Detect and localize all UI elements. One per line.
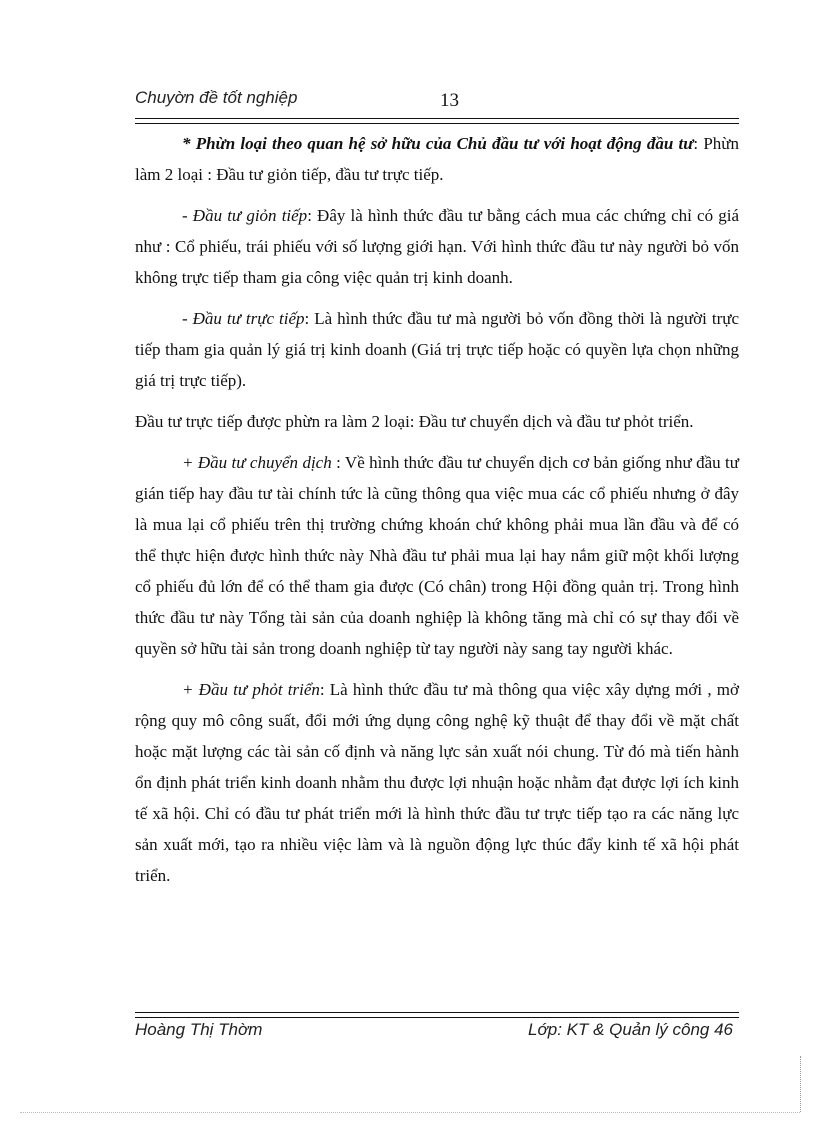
paragraph-indirect-investment	[135, 200, 739, 293]
paragraph-text: Đầu tư trực tiếp được phừn ra làm 2 loại: Đầu tư chuyển dịch và đầu tư phỏt triển.	[135, 412, 694, 431]
term-label: - Đầu tư giỏn tiếp	[182, 206, 308, 225]
page-bottom-mark	[20, 1112, 800, 1113]
paragraph-direct-types	[135, 406, 739, 437]
paragraph-text: : Phừn làm 2 loại : Đầu tư giỏn tiếp, đầu tư trực tiếp.	[135, 134, 739, 184]
paragraph-development-investment	[135, 674, 739, 891]
page-corner-mark	[800, 1056, 801, 1112]
document-body	[135, 128, 739, 901]
footer-author: Hoàng Thị Thờm	[135, 1020, 263, 1039]
header-title: Chuyờn đề tốt nghiệp	[135, 88, 298, 107]
paragraph-classification	[135, 128, 739, 190]
footer-class: Lớp: KT & Quản lý công 46	[528, 1020, 733, 1039]
paragraph-text: : Là hình thức đầu tư mà người bỏ vốn đồng thời là người trực tiếp tham gia quản lý giá trị kinh doanh (Giá trị trực tiếp hoặc có quyền lựa chọn những giá trị trực tiếp).	[135, 309, 739, 390]
term-label: + Đầu tư phỏt triển	[182, 680, 320, 699]
paragraph-text: : Về hình thức đầu tư chuyển dịch cơ bản giống như đầu tư gián tiếp hay đầu tư tài chính tức là cũng thông qua việc mua các cổ phiếu nhưng ở đây là mua lại cổ phiếu trên thị trường chứng khoán chứ không phải mua lần đầu và để có thể thực hiện được hình thức này Nhà đầu tư phải mua lại hay nắm giữ một khối lượng cổ phiếu đủ lớn để có thể tham gia được (Có chân) trong Hội đồng quản trị. Trong hình thức đầu tư này Tổng tài sản của doanh nghiệp là không tăng mà chỉ có sự thay đổi về quyền sở hữu tài sản trong doanh nghiệp từ tay người này sang tay người khác.	[135, 453, 739, 658]
page-number: 13	[440, 90, 459, 111]
paragraph-direct-investment	[135, 303, 739, 396]
page-header	[135, 86, 739, 116]
footer-divider	[135, 1012, 739, 1018]
term-label: + Đầu tư chuyển dịch	[182, 453, 332, 472]
paragraph-text: : Đây là hình thức đầu tư bằng cách mua các chứng chỉ có giá như : Cổ phiếu, trái phiếu với số lượng giới hạn. Với hình thức đầu tư này người bỏ vốn không trực tiếp tham gia công việc quản trị kinh doanh.	[135, 206, 739, 287]
paragraph-transfer-investment	[135, 447, 739, 664]
header-divider	[135, 118, 739, 124]
section-heading: * Phừn loại theo quan hệ sở hữu của Chủ đầu tư với hoạt động đầu tư	[182, 134, 694, 153]
term-label: - Đầu tư trực tiếp	[182, 309, 305, 328]
paragraph-text: : Là hình thức đầu tư mà thông qua việc xây dựng mới , mở rộng quy mô công suất, đổi mới ứng dụng công nghệ kỹ thuật để thay đổi về mặt chất hoặc mặt lượng các tài sản cố định và năng lực sản xuất nói chung. Từ đó mà tiến hành ổn định phát triển kinh doanh nhằm thu được lợi nhuận hoặc nhằm đạt được lợi ích kinh tế xã hội. Chỉ có đầu tư phát triển mới là hình thức đầu tư trực tiếp tạo ra các năng lực sản xuất mới, tạo ra nhiều việc làm và là nguồn động lực thúc đẩy kinh tế xã hội phát triển.	[135, 680, 739, 885]
